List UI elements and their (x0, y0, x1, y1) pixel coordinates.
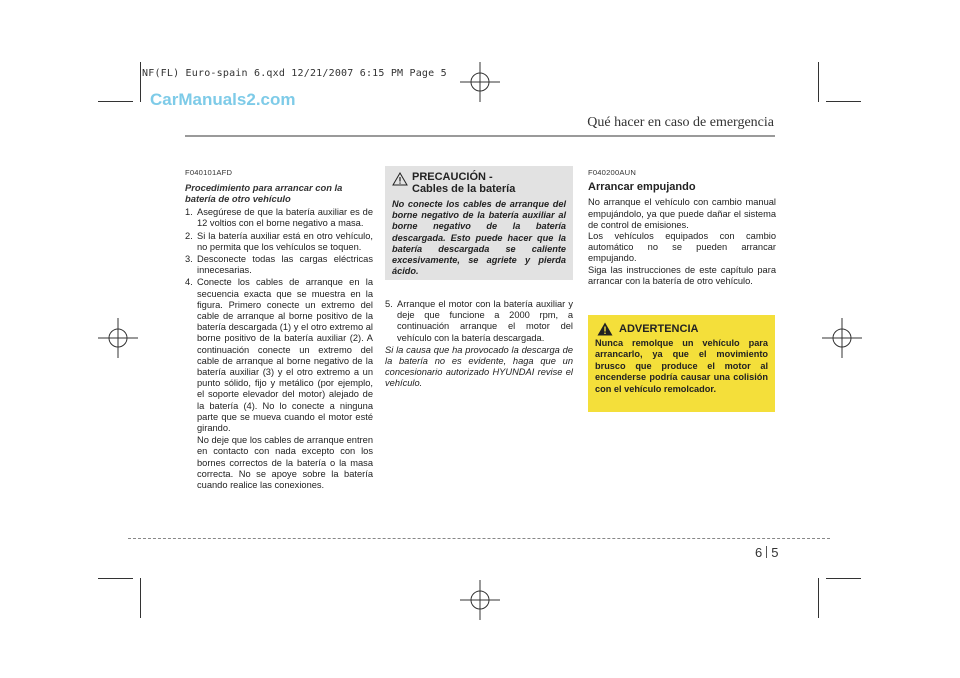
crop-mark (140, 62, 141, 102)
crop-mark (818, 578, 819, 618)
registration-mark-icon (822, 318, 862, 358)
page-divider (766, 546, 767, 558)
list-item: 2. Si la batería auxiliar está en otro vehículo, no permita que los vehículos se toquen. (185, 230, 373, 252)
paragraph: Siga las instrucciones de este capítulo para arrancar con la batería de otro vehículo. (588, 264, 776, 286)
footer-rule (128, 538, 830, 539)
section-heading: Arrancar empujando (588, 181, 696, 194)
caution-header (392, 172, 566, 195)
column-step5 (385, 299, 573, 390)
file-header: NF(FL) Euro-spain 6.qxd 12/21/2007 6:15 PM Page 5 (142, 68, 447, 79)
step-note: No deje que los cables de arranque entren en contacto con nada excepto con los bornes correctos de la batería o la masa correcta. No se apoye sobre la batería cuando realice las conexiones. (197, 435, 373, 491)
crop-mark (826, 578, 861, 579)
caution-text: No conecte los cables de arranque del borne negativo de la batería auxiliar al borne negativo de la batería descargada. Esto puede hacer que la batería descargada se caliente excesivamente, se agriete y pierda ácido. (392, 199, 566, 277)
list-item: 4. Conecte los cables de arranque en la secuencia exacta que se muestra en la figura. Primero conecte un extremo del cable de arranque al borne positivo de la batería descargada (1) y el otro extremo al borne positivo de la batería auxiliar (2). A continuación conecte un extremo del cable de arranque al borne negativo de la batería auxiliar (3) y el otro extremo a un punto sólido, fijo y metálico (por ejemplo, el soporte elevador del motor) alejado de la batería (4). No lo conecte a ninguna parte que se mueva cuando el motor esté girando. (185, 277, 373, 434)
page-number: 6 5 (755, 545, 779, 560)
section-code: F040200AUN (588, 168, 637, 177)
crop-mark (140, 578, 141, 618)
crop-mark (98, 578, 133, 579)
warning-header (595, 322, 768, 336)
caution-title: PRECAUCIÓN - Cables de la batería (412, 171, 516, 195)
caution-triangle-icon (392, 172, 408, 186)
header-rule (185, 135, 775, 137)
paragraph: No arranque el vehículo con cambio manual empujándolo, ya que puede dañar el sistema de control de emisiones. (588, 197, 776, 230)
crop-mark (826, 101, 861, 102)
column-jump-start (185, 167, 373, 491)
list-item: 5. Arranque el motor con la batería auxiliar y deje que funcione a 2000 rpm, a continuación arranque el motor del vehículo con la batería descargada. (385, 299, 573, 343)
crop-mark (818, 62, 819, 102)
warning-box (588, 315, 775, 412)
column-push-start (588, 167, 776, 287)
list-item: 1. Asegúrese de que la batería auxiliar es de 12 voltios con el borne negativo a masa. (185, 207, 373, 229)
warning-title: ADVERTENCIA (619, 323, 699, 335)
service-note: Si la causa que ha provocado la descarga de la batería no es evidente, haga que un concesionario autorizado HYUNDAI revise el vehículo. (385, 344, 573, 389)
paragraph: Los vehículos equipados con cambio automático no se pueden arrancar empujando. (588, 231, 776, 264)
registration-mark-icon (460, 62, 500, 102)
section-title: Qué hacer en caso de emergencia (587, 115, 774, 130)
section-code: F040101AFD (185, 168, 233, 177)
caution-box (385, 166, 573, 280)
warning-text: Nunca remolque un vehículo para arrancarlo, ya que el movimiento brusco que produce el motor al encenderse podría causar una colisión con el vehículo remolcador. (595, 338, 768, 394)
watermark-logo[interactable]: CarManuals2.com (150, 90, 296, 109)
registration-mark-icon (98, 318, 138, 358)
crop-mark (98, 101, 133, 102)
list-item: 3. Desconecte todas las cargas eléctricas innecesarias. (185, 254, 373, 276)
steps-list (185, 207, 373, 434)
warning-triangle-icon (597, 322, 613, 336)
section-subheading: Procedimiento para arrancar con la batería de otro vehículo (185, 182, 343, 205)
steps-list (385, 299, 573, 344)
registration-mark-icon (460, 580, 500, 620)
